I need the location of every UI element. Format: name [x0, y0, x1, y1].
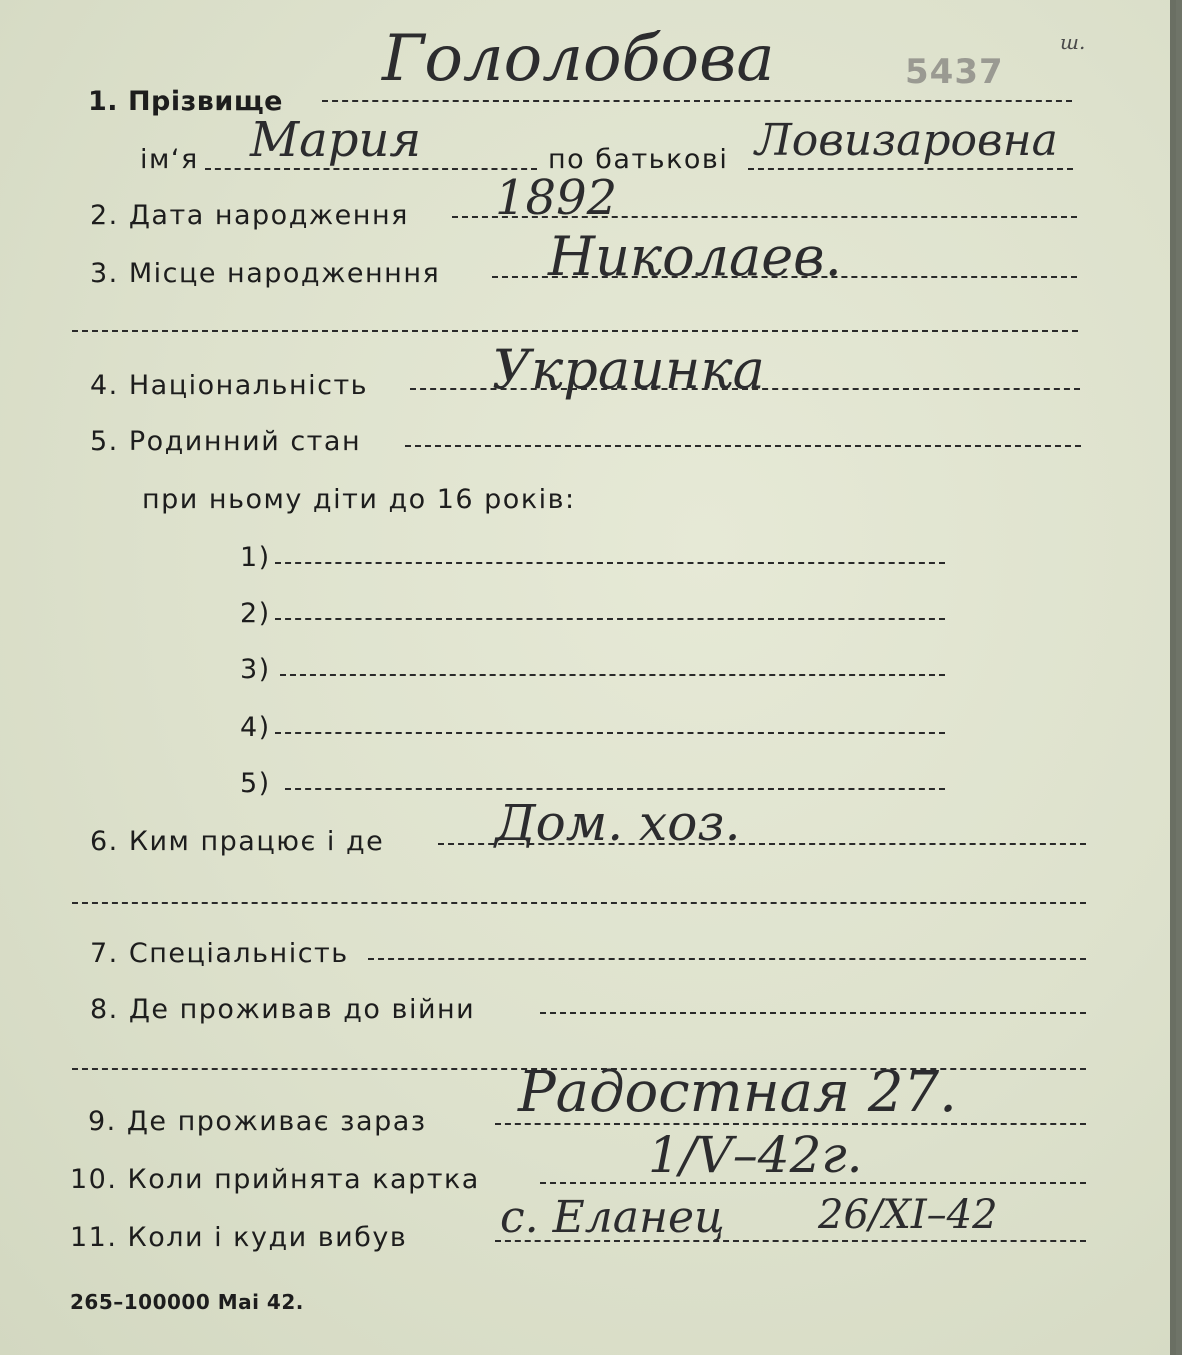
current-address-entry: Радостная 27.	[518, 1060, 957, 1125]
departure-label: 11. Коли і куди вибув	[70, 1222, 408, 1253]
birthdate-label: 2. Дата народження	[90, 200, 409, 231]
departure-place-entry: с. Еланец	[500, 1192, 725, 1243]
child-3-line	[280, 674, 945, 676]
nationality-label: 4. Національність	[90, 370, 369, 401]
account-number: 5437	[905, 52, 1004, 92]
name-entry: Мария	[250, 112, 422, 168]
child-4-label: 4)	[240, 712, 271, 743]
child-1-line	[275, 562, 945, 564]
work-entry: Дом. хоз.	[495, 794, 741, 852]
marital-line	[405, 445, 1081, 447]
prewar-label: 8. Де проживав до війни	[90, 994, 476, 1025]
card-date-entry: 1/V–42г.	[648, 1126, 863, 1184]
departure-date-entry: 26/XI–42	[818, 1192, 998, 1238]
card-date-label: 10. Коли прийнята картка	[70, 1164, 480, 1195]
nationality-entry: Украинка	[492, 338, 765, 401]
child-5-label: 5)	[240, 768, 271, 799]
marital-label: 5. Родинний стан	[90, 426, 362, 457]
surname-line	[322, 100, 1072, 102]
child-5-line	[285, 788, 945, 790]
child-2-label: 2)	[240, 598, 271, 629]
specialty-line	[368, 958, 1086, 960]
birthplace-extra-line	[72, 330, 1078, 332]
print-stamp: 265–100000 Mai 42.	[70, 1290, 304, 1314]
child-3-label: 3)	[240, 654, 271, 685]
name-label: ім‘я	[140, 144, 199, 175]
account-suffix: ш.	[1060, 30, 1086, 54]
child-1-label: 1)	[240, 542, 271, 573]
patronymic-line	[748, 168, 1073, 170]
birthplace-entry: Николаев.	[548, 225, 842, 288]
birthdate-entry: 1892	[495, 170, 618, 226]
children-label: при ньому діти до 16 років:	[142, 484, 576, 515]
child-4-line	[275, 732, 945, 734]
child-2-line	[275, 618, 945, 620]
prewar-line	[540, 1012, 1086, 1014]
current-label: 9. Де проживає зараз	[88, 1106, 427, 1137]
patronymic-label: по батькові	[548, 144, 729, 175]
birthplace-label: 3. Місце народженння	[90, 258, 441, 289]
name-line	[205, 168, 537, 170]
surname-label: 1. Прізвище	[88, 86, 283, 117]
specialty-label: 7. Спеціальність	[90, 938, 349, 969]
surname-entry: Гололобова	[382, 22, 775, 96]
patronymic-entry: Ловизаровна	[755, 115, 1058, 166]
work-extra-line	[72, 902, 1086, 904]
work-label: 6. Ким працює і де	[90, 826, 385, 857]
card-edge-shadow	[1170, 0, 1176, 1355]
